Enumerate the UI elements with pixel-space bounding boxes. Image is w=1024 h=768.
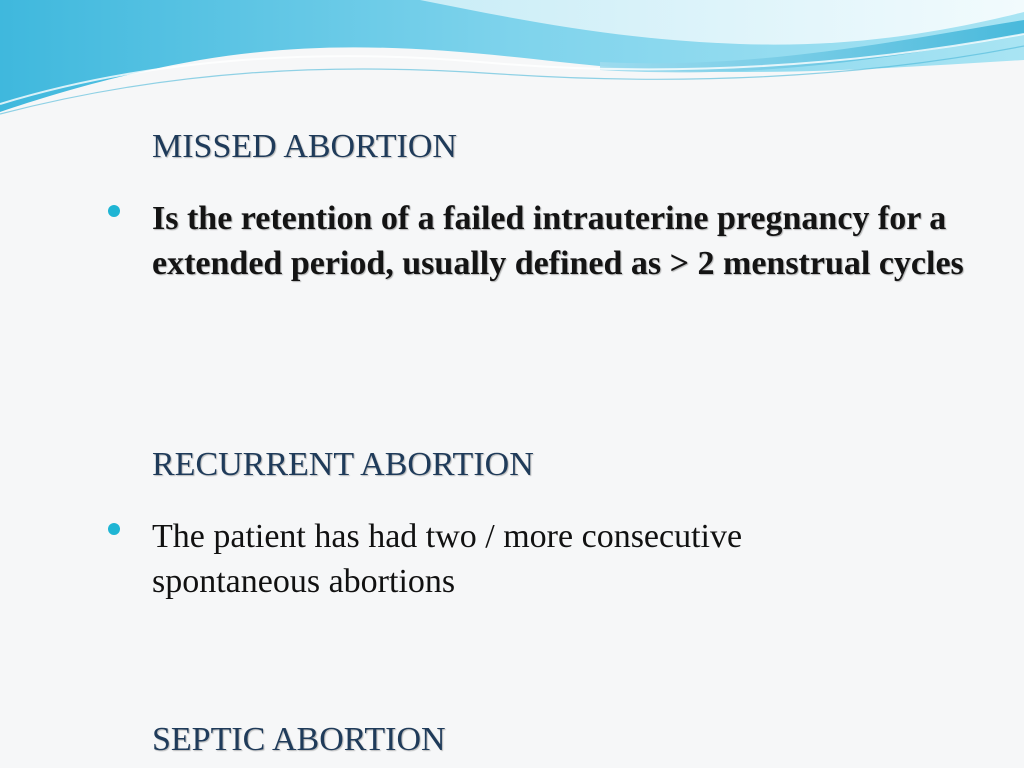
bullet-text-recurrent-abortion: The patient has had two / more consecutive spontaneous abortions: [152, 518, 743, 600]
bullet-text-missed-abortion: Is the retention of a failed intrauterine pregnancy for a extended period, usually defined as > 2 menstrual cycles: [152, 200, 964, 282]
header-wave-decoration: [0, 0, 1024, 130]
heading-septic-abortion: SEPTIC ABORTION: [152, 721, 446, 758]
bullet-item-recurrent-abortion: [100, 514, 1010, 604]
heading-recurrent-abortion: RECURRENT ABORTION: [152, 446, 534, 483]
heading-missed-abortion: MISSED ABORTION: [152, 128, 457, 165]
bullet-dot-icon: [108, 523, 120, 535]
bullet-item-missed-abortion: [100, 196, 1010, 286]
bullet-dot-icon: [108, 205, 120, 217]
